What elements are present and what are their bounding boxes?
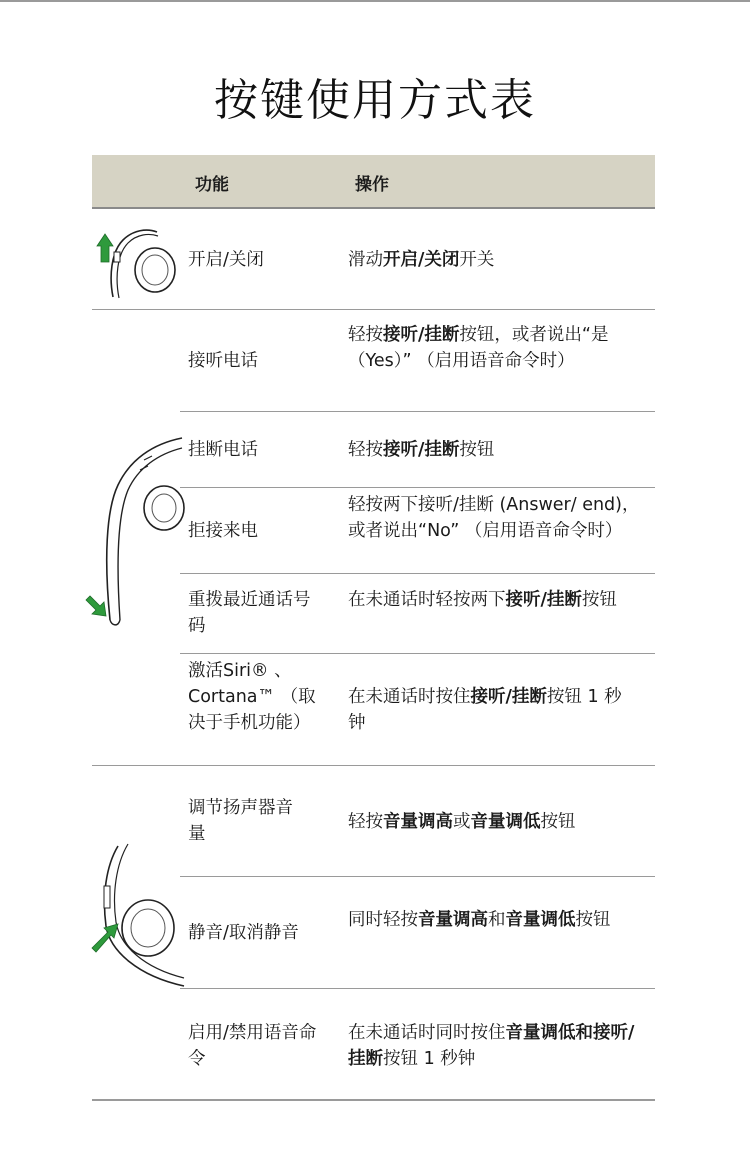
row-operation: [348, 322, 633, 374]
operation-emphasis: 音量调低: [470, 812, 541, 832]
arrow-up-right-icon: [92, 924, 118, 952]
row-operation: [348, 1020, 648, 1072]
operation-emphasis: 接听/挂断: [383, 325, 460, 345]
row-function: 拒接来电: [188, 521, 258, 541]
row-function: 重拨最近通话号码: [188, 590, 311, 636]
row-divider: [180, 988, 655, 989]
group-divider: [92, 765, 655, 766]
operation-text: 按钮 1 秒钟: [383, 1049, 476, 1069]
operation-text: 轻按两下接听/挂断 (Answer/ end)，或者说出“No” （启用语音命令时）: [348, 495, 640, 541]
operation-emphasis: 接听/挂断: [470, 687, 547, 707]
row-operation: [348, 247, 648, 273]
row-function: 开启/关闭: [188, 250, 264, 270]
operation-emphasis: 接听/挂断: [383, 440, 460, 460]
row-function: 启用/禁用语音命令: [188, 1023, 317, 1069]
operation-text: 按钮: [540, 812, 576, 832]
row-operation: [348, 437, 648, 463]
row-function: 挂断电话: [188, 440, 258, 460]
row-operation: [348, 492, 643, 544]
operation-text: 轻按: [348, 440, 383, 460]
headset-volume-buttons-illustration: [88, 836, 188, 996]
operation-emphasis: 音量调高: [383, 812, 453, 832]
operation-emphasis: 音量调低和接听/挂断: [348, 1023, 635, 1069]
row-function: 静音/取消静音: [188, 923, 299, 943]
header-function: 功能: [195, 175, 229, 195]
row-operation: [348, 587, 633, 613]
operation-text: 轻按: [348, 812, 383, 832]
header-operation: 操作: [355, 175, 389, 195]
headset-power-switch-illustration: [95, 222, 180, 302]
row-divider: [180, 411, 655, 412]
row-operation: [348, 809, 648, 835]
operation-text: 在未通话时轻按两下: [348, 590, 506, 610]
operation-text: 按钮，或者说出“是（Yes）” （启用语音命令时）: [348, 325, 609, 371]
page-title: 按键使用方式表: [214, 75, 536, 126]
operation-emphasis: 开启/关闭: [383, 250, 460, 270]
row-operation: [348, 684, 633, 736]
operation-text: 开关: [459, 250, 495, 270]
operation-text: 和: [488, 910, 506, 930]
operation-text: 按钮: [581, 590, 617, 610]
table-header: [92, 155, 655, 209]
operation-emphasis: 接听/挂断: [505, 590, 582, 610]
row-divider: [180, 653, 655, 654]
headset-answer-button-illustration: [82, 430, 187, 635]
operation-emphasis: 音量调低: [505, 910, 576, 930]
arrow-up-icon: [97, 234, 113, 262]
top-rule: [0, 0, 750, 2]
row-divider: [180, 876, 655, 877]
row-function: 调节扬声器音量: [188, 798, 293, 844]
operation-text: 按钮: [575, 910, 611, 930]
operation-text: 滑动: [348, 250, 383, 270]
operation-text: 在未通话时同时按住: [348, 1023, 506, 1043]
row-function: 接听电话: [188, 351, 258, 371]
row-divider: [180, 487, 655, 488]
row-divider: [180, 573, 655, 574]
operation-text: 按钮: [459, 440, 495, 460]
row-function: 激活Siri® 、Cortana™ （取决于手机功能）: [188, 661, 316, 733]
arrow-right-icon: [86, 596, 106, 616]
operation-text: 按钮 1 秒钟: [348, 687, 622, 733]
operation-text: 同时轻按: [348, 910, 418, 930]
group-divider: [92, 309, 655, 310]
operation-text: 轻按: [348, 325, 383, 345]
operation-emphasis: 音量调高: [418, 910, 488, 930]
row-operation: [348, 907, 633, 933]
operation-text: 或: [453, 812, 471, 832]
bottom-rule: [92, 1099, 655, 1101]
operation-text: 在未通话时按住: [348, 687, 471, 707]
